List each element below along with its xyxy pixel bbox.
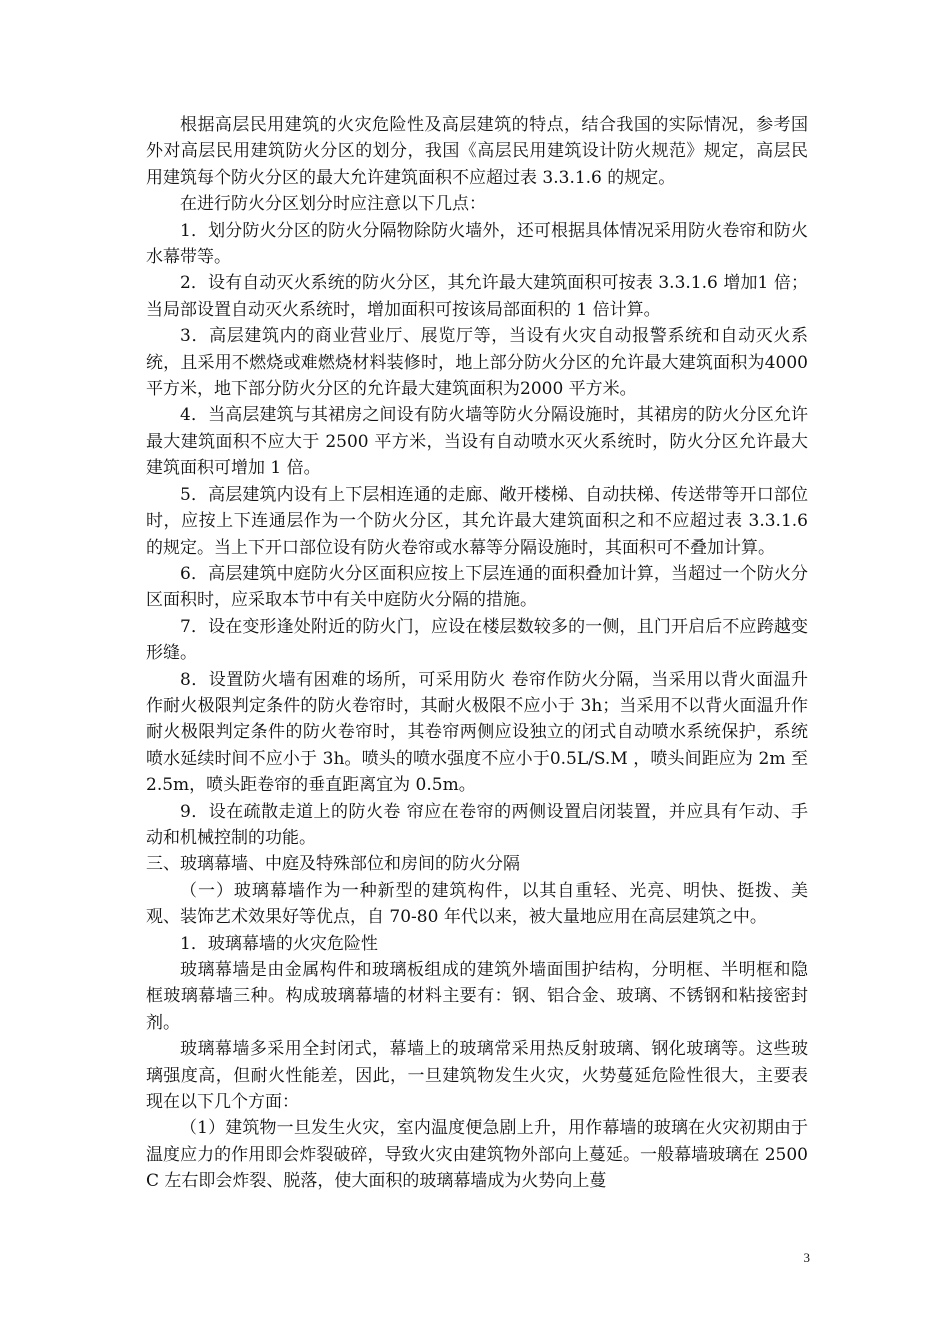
paragraph-curtain-risk: 玻璃幕墙多采用全封闭式，幕墙上的玻璃常采用热反射玻璃、钢化玻璃等。这些玻璃强度高，但耐火性能差，因此，一旦建筑物发生火灾，火势蔓延危险性很大，主要表现在以下几个方面： bbox=[146, 1039, 808, 1113]
paragraph-item-1: 1．划分防火分区的防火分隔物除防火墙外，还可根据具体情况采用防火卷帘和防火水幕带等。 bbox=[146, 220, 808, 268]
page-number: 3 bbox=[803, 1250, 810, 1265]
paragraph-glass-curtain-intro: （一）玻璃幕墙作为一种新型的建筑构件，以其自重轻、光亮、明快、挺拨、美观、装饰艺术效果好等优点，自 70-80 年代以来，被大量地应用在高层建筑之中。 bbox=[146, 880, 808, 928]
subheading-fire-hazard: 1．玻璃幕墙的火灾危险性 bbox=[180, 933, 378, 954]
paragraph-lead-in: 在进行防火分区划分时应注意以下几点： bbox=[180, 194, 486, 215]
paragraph-intro: 根据高层民用建筑的火灾危险性及高层建筑的特点，结合我国的实际情况，参考国外对高层民用建筑防火分区的划分，我国《高层民用建筑设计防火规范》规定，高层民用建筑每个防火分区的最大允许建筑面积不应超过表 3.3.1.6 的规定。 bbox=[146, 115, 808, 188]
paragraph-item-7: 7．设在变形逢处附近的防火门，应设在楼层数较多的一侧，且门开启后不应跨越变形缝。 bbox=[146, 616, 808, 664]
paragraph-item-4: 4．当高层建筑与其裙房之间设有防火墙等防火分隔设施时，其裙房的防火分区允许最大建筑面积不应大于 2500 平方米，当设有自动喷水灭火系统时，防火分区允许最大建筑面积可增加 1 倍。 bbox=[146, 405, 808, 479]
paragraph-item-2: 2．设有自动灭火系统的防火分区，其允许最大建筑面积可按表 3.3.1.6 增加1 倍；当局部设置自动灭火系统时，增加面积可按该局部面积的 1 倍计算。 bbox=[146, 273, 808, 320]
paragraph-item-8: 8．设置防火墙有困难的场所，可采用防火 卷帘作防火分隔，当采用以背火面温升作耐火极限判定条件的防火卷帘时，其耐火极限不应小于 3h；当采用不以背火面温升作耐火极限判定条件的防火卷帘时，其卷帘两侧应设独立的闭式自动喷水系统保护，系统喷水延续时间不应小于 3h。喷头的喷水强度不应小于0.5L/S.M ，喷头间距应为 2m 至 2.5m，喷头距卷帘的垂直距离宜为 0.5m。 bbox=[146, 669, 808, 796]
section-heading: 三、玻璃幕墙、中庭及特殊部位和房间的防火分隔 bbox=[146, 854, 520, 875]
paragraph-item-3: 3．高层建筑内的商业营业厅、展览厅等，当设有火灾自动报警系统和自动灭火系统，且采用不燃烧或难燃烧材料装修时，地上部分防火分区的允许最大建筑面积为4000 平方米，地下部分防火分区的允许最大建筑面积为2000 平方米。 bbox=[146, 326, 808, 400]
paragraph-risk-point-1: （1）建筑物一旦发生火灾，室内温度便急剧上升，用作幕墙的玻璃在火灾初期由于温度应力的作用即会炸裂破碎，导致火灾由建筑物外部向上蔓延。一般幕墙玻璃在 2500 C 左右即会炸裂、脱落，使大面积的玻璃幕墙成为火势向上蔓 bbox=[146, 1118, 808, 1192]
paragraph-item-9: 9．设在疏散走道上的防火卷 帘应在卷帘的两侧设置启闭装置，并应具有乍动、手动和机械控制的功能。 bbox=[146, 801, 808, 848]
paragraph-curtain-structure: 玻璃幕墙是由金属构件和玻璃板组成的建筑外墙面围护结构，分明框、半明框和隐框玻璃幕墙三种。构成玻璃幕墙的材料主要有：钢、铝合金、玻璃、不锈钢和粘接密封剂。 bbox=[146, 960, 808, 1033]
page-body bbox=[146, 112, 808, 1195]
paragraph-item-5: 5．高层建筑内设有上下层相连通的走廊、敞开楼梯、自动扶梯、传送带等开口部位时，应按上下连通层作为一个防火分区，其允许最大建筑面积之和不应超过表 3.3.1.6 的规定。当上下开口部位设有防火卷帘或水幕等分隔设施时，其面积可不叠加计算。 bbox=[146, 484, 808, 558]
paragraph-item-6: 6．高层建筑中庭防火分区面积应按上下层连通的面积叠加计算，当超过一个防火分区面积时，应采取本节中有关中庭防火分隔的措施。 bbox=[146, 563, 808, 611]
